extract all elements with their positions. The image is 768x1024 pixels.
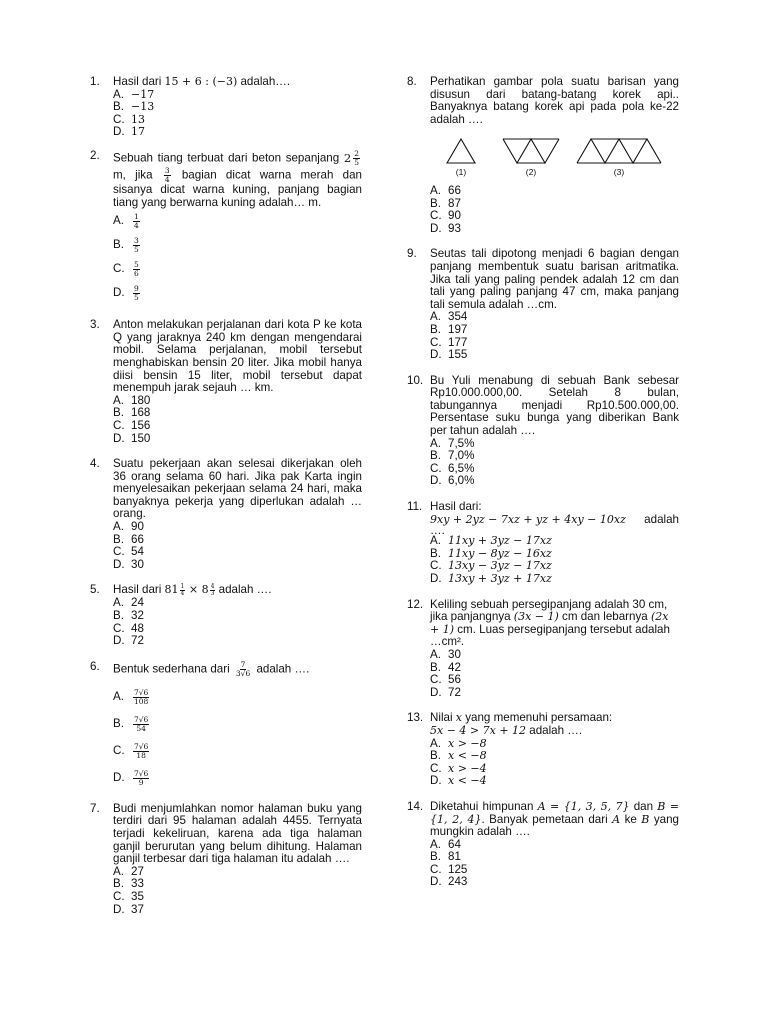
inequality: 5x − 4 > 7x + 12 [430, 723, 527, 737]
question-number: 9. [407, 247, 417, 261]
triangle-pattern-1-icon [446, 138, 476, 164]
option-c[interactable]: C. 54 [113, 545, 144, 559]
option-d[interactable]: D. 150 [113, 431, 151, 445]
question-10 [407, 375, 679, 488]
question-number: 13. [407, 711, 424, 725]
option-b[interactable]: B. 3 5 [113, 235, 139, 254]
options [430, 311, 679, 361]
question-stem: Keliling sebuah persegipanjang adalah 30 cm, jika panjangnya (3x − 1) cm dan lebarnya (2x + 1) cm. Luas persegipanjang tersebut adalah …cm². [430, 597, 670, 649]
option-c[interactable]: C. 7√6 18 [113, 741, 149, 760]
option-c[interactable]: C. 56 [430, 673, 461, 687]
options [113, 89, 362, 139]
option-c[interactable]: C. 90 [430, 209, 461, 223]
option-b[interactable]: B. 7,0% [430, 449, 475, 463]
power-expression: 81 $\frac{1}{4}$ × 8 $\frac{4}{3}$ [164, 583, 215, 598]
question-number: 11. [407, 500, 423, 514]
option-a[interactable]: A. 354 [430, 310, 468, 324]
option-d[interactable]: D. 7√6 9 [113, 768, 149, 787]
question-stem: Diketahui himpunan A = {1, 3, 5, 7} dan B = {1, 2, 4}. Banyak pemetaan dari A ke B yang mungkin adalah …. [430, 799, 680, 839]
option-b[interactable]: B. 7√6 54 [113, 714, 149, 733]
question-4 [90, 458, 362, 571]
question-7 [90, 803, 362, 916]
option-c[interactable]: C. 13xy − 3yz − 17xz [430, 559, 552, 573]
options [430, 738, 679, 788]
option-b[interactable]: B. 33 [113, 877, 144, 891]
option-d[interactable]: D. 93 [430, 221, 461, 235]
triangle-pattern-3-icon [576, 138, 662, 164]
question-11 [407, 501, 679, 586]
question-stem: Seutas tali dipotong menjadi 6 bagian dengan panjang membentuk suatu barisan aritmatika. Jika tali yang paling pendek adalah 12 cm dan tali yang paling panjang 47 cm, maka panjang tali semula adalah …cm. [430, 247, 679, 311]
question-14 [407, 801, 679, 889]
question-12 [407, 599, 679, 700]
question-6 [90, 661, 362, 792]
question-number: 1. [90, 75, 100, 88]
options [430, 185, 679, 235]
question-1 [90, 76, 362, 139]
question-stem: Nilai x yang memenuhi persamaan: 5x − 4 > 7x + 12 adalah …. [430, 711, 613, 737]
question-number: 12. [407, 597, 424, 611]
option-d[interactable]: D. 72 [430, 685, 461, 699]
fraction: $\frac{7}{3√6}$ [235, 659, 251, 678]
option-b[interactable]: B. 197 [430, 322, 468, 336]
option-b[interactable]: B. 66 [113, 532, 144, 546]
options [430, 535, 679, 585]
option-a[interactable]: A. 30 [430, 647, 461, 661]
option-d[interactable]: D. 6,0% [430, 474, 475, 488]
triangle-pattern-2-icon [502, 138, 560, 164]
pattern-3: (3) [576, 138, 662, 179]
option-d[interactable]: D. 30 [113, 557, 144, 571]
option-b[interactable]: B. x < −8 [430, 749, 487, 763]
option-a[interactable]: A. 27 [113, 864, 144, 878]
question-9 [407, 248, 679, 361]
option-d[interactable]: D. 13xy + 3yz + 17xz [430, 572, 552, 585]
options [113, 209, 362, 305]
question-8 [407, 76, 679, 235]
option-a[interactable]: A. x > −8 [430, 736, 487, 750]
question-stem: Bentuk sederhana dari $\frac{7}{3√6}$ adalah …. [113, 659, 310, 678]
question-5 [90, 584, 362, 647]
option-b[interactable]: B. 87 [430, 196, 461, 210]
pattern-1: (1) [446, 138, 476, 179]
question-number: 7. [90, 801, 100, 815]
option-a[interactable]: A. 90 [113, 520, 144, 534]
question-number: 14. [407, 799, 424, 813]
question-stem: Anton melakukan perjalanan dari kota P ke kota Q yang jaraknya 240 km dengan mengendarai mobil. Selama perjalanan, mobil tersebut menghabiskan bensin 20 liter. Jika mobil hanya diisi bensin 15 liter, mobil tersebut dapat menempuh jarak sejauh … km. [113, 318, 362, 395]
math-expression: 9xy + 2yz − 7xz + yz + 4xy − 10xz [430, 512, 626, 526]
mixed-fraction: 2 2 5 [343, 148, 359, 167]
options [113, 684, 362, 792]
option-b[interactable]: B. 11xy − 8yz − 16xz [430, 546, 552, 560]
option-d[interactable]: D. 9 5 [113, 283, 139, 302]
question-number: 10. [407, 373, 424, 387]
question-number: 3. [90, 318, 100, 332]
fraction: $\frac{3}{4}$ [164, 165, 170, 184]
option-a[interactable]: A. 11xy + 3yz − 17xz [430, 534, 552, 548]
options [113, 597, 362, 647]
option-c[interactable]: C. 5 6 [113, 259, 139, 278]
option-b[interactable]: B. −13 [113, 100, 155, 114]
option-a[interactable]: A. 66 [430, 183, 461, 197]
option-b[interactable]: B. 81 [430, 850, 461, 864]
question-stem: Hasil dari: 9xy + 2yz − 7xz + yz + 4xy − 10xz adalah …. [430, 500, 679, 538]
question-2 [90, 150, 362, 305]
option-c[interactable]: C. 125 [430, 862, 468, 876]
option-d[interactable]: D. 155 [430, 348, 468, 362]
option-c[interactable]: C. x > −4 [430, 761, 487, 775]
option-b[interactable]: B. 42 [430, 660, 461, 674]
question-number: 6. [90, 659, 100, 673]
option-a[interactable]: A. 180 [113, 393, 151, 407]
question-3 [90, 319, 362, 445]
math-expression: 15 + 6 : (−3) [164, 75, 238, 88]
option-d[interactable]: D. 72 [113, 634, 144, 648]
option-c[interactable]: C. 6,5% [430, 461, 475, 475]
question-number: 5. [90, 583, 100, 597]
option-b[interactable]: B. 168 [113, 406, 151, 420]
options [430, 649, 679, 699]
question-stem: Bu Yuli menabung di sebuah Bank sebesar Rp10.000.000,00. Setelah 8 bulan, tabungannya menjadi Rp10.500.000,00. Persentase suku bunga yang diberikan Bank per tahun adalah …. [430, 373, 679, 438]
question-number: 8. [407, 75, 417, 88]
option-b[interactable]: B. 32 [113, 609, 144, 623]
option-c[interactable]: C. 13 [113, 112, 145, 126]
option-a[interactable]: A. 1 4 [113, 211, 139, 230]
question-stem: Budi menjumlahkan nomor halaman buku yang terdiri dari 95 halaman adalah 4455. Ternyata terjadi kekeliruan, karena ada tiga halaman ganjil berurutan yang belum dihitung. Halaman ganjil terbesar dari tiga halaman itu adalah …. [113, 801, 362, 866]
option-c[interactable]: C. 156 [113, 418, 151, 432]
option-a[interactable]: A. 24 [113, 596, 144, 610]
option-d[interactable]: D. x < −4 [430, 774, 487, 788]
option-d[interactable]: D. 243 [430, 875, 468, 889]
option-a[interactable]: A. 64 [430, 837, 461, 851]
options [430, 438, 679, 488]
question-stem: Hasil dari 15 + 6 : (−3) adalah…. [113, 75, 291, 88]
options [113, 866, 362, 916]
option-c[interactable]: C. 35 [113, 889, 144, 903]
option-a[interactable]: A. 7√6 108 [113, 687, 149, 706]
option-d[interactable]: D. 17 [113, 125, 145, 139]
question-number: 4. [90, 457, 100, 471]
options [430, 839, 679, 889]
question-number: 2. [90, 148, 100, 162]
option-c[interactable]: C. 48 [113, 621, 144, 635]
matchstick-pattern-figure [446, 138, 679, 179]
options [113, 395, 362, 445]
option-c[interactable]: C. 177 [430, 335, 468, 349]
options [113, 521, 362, 571]
question-stem: Sebuah tiang terbuat dari beton sepanjang 2 2 5 m, jika $\frac{3}{4}$ bagian dicat warna merah dan sisanya dicat warna kuning, panjang bagian tiang yang berwarna kuning adalah… m. [113, 148, 362, 209]
pattern-2: (2) [502, 138, 560, 179]
right-column [407, 76, 679, 900]
question-13 [407, 712, 679, 788]
question-stem: Suatu pekerjaan akan selesai dikerjakan oleh 36 orang selama 60 hari. Jika pak Karta ingin menyelesaikan pekerjaan selama 24 hari, maka banyaknya pekerja yang diperlukan adalah … orang. [113, 457, 362, 521]
option-d[interactable]: D. 37 [113, 902, 144, 916]
question-stem: Perhatikan gambar pola suatu barisan yang disusun dari batang-batang korek api.. Banyaknya batang korek api pada pola ke-22 adalah …. [430, 75, 679, 126]
left-column [90, 76, 362, 927]
option-a[interactable]: A. 7,5% [430, 436, 475, 450]
question-stem: Hasil dari 81 $\frac{1}{4}$ × 8 $\frac{4}{3}$ adalah …. [113, 583, 272, 598]
option-a[interactable]: A. −17 [113, 87, 155, 101]
